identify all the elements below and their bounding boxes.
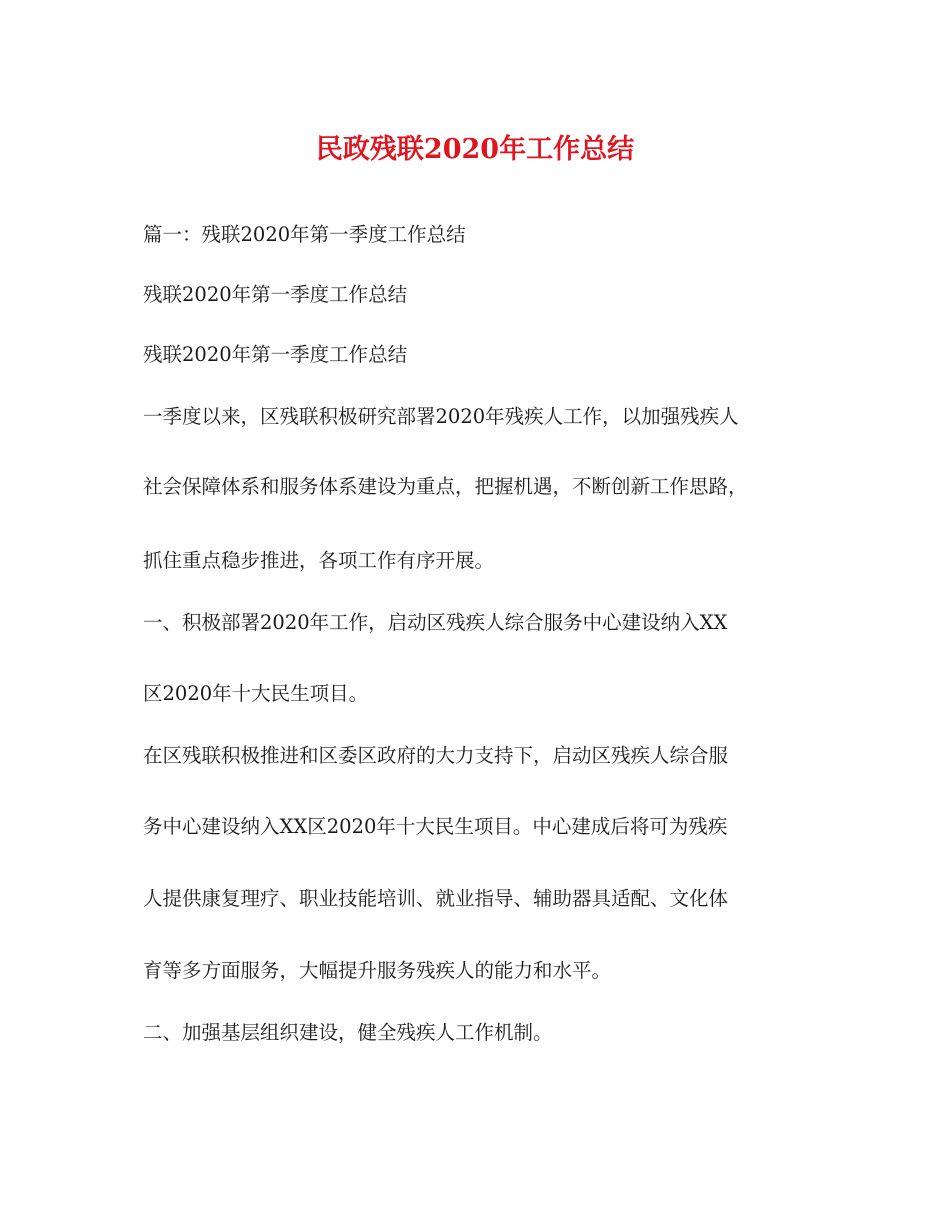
text-line-10: 务中心建设纳入XX区2020年十大民生项目。中心建成后将可为残疾 xyxy=(143,815,728,838)
text-line-6: 抓住重点稳步推进，各项工作有序开展。 xyxy=(143,549,495,572)
text-line-5: 社会保障体系和服务体系建设为重点，把握机遇，不断创新工作思路， xyxy=(143,475,748,498)
text-line-4: 一季度以来，区残联积极研究部署2020年残疾人工作，以加强残疾人 xyxy=(143,405,739,428)
text-line-8: 区2020年十大民生项目。 xyxy=(143,682,369,705)
document-title: 民政残联2020年工作总结 xyxy=(315,134,635,165)
text-line-11: 人提供康复理疗、职业技能培训、就业指导、辅助器具适配、文化体 xyxy=(143,887,729,910)
text-line-1: 篇一：残联2020年第一季度工作总结 xyxy=(143,223,466,246)
text-line-7: 一、积极部署2020年工作，启动区残疾人综合服务中心建设纳入XX xyxy=(143,611,728,634)
text-line-13: 二、加强基层组织建设，健全残疾人工作机制。 xyxy=(143,1021,553,1044)
text-line-3: 残联2020年第一季度工作总结 xyxy=(143,343,408,366)
text-line-12: 育等多方面服务，大幅提升服务残疾人的能力和水平。 xyxy=(143,959,612,982)
text-line-9: 在区残联积极推进和区委区政府的大力支持下，启动区残疾人综合服 xyxy=(143,744,729,767)
text-line-2: 残联2020年第一季度工作总结 xyxy=(143,283,408,306)
